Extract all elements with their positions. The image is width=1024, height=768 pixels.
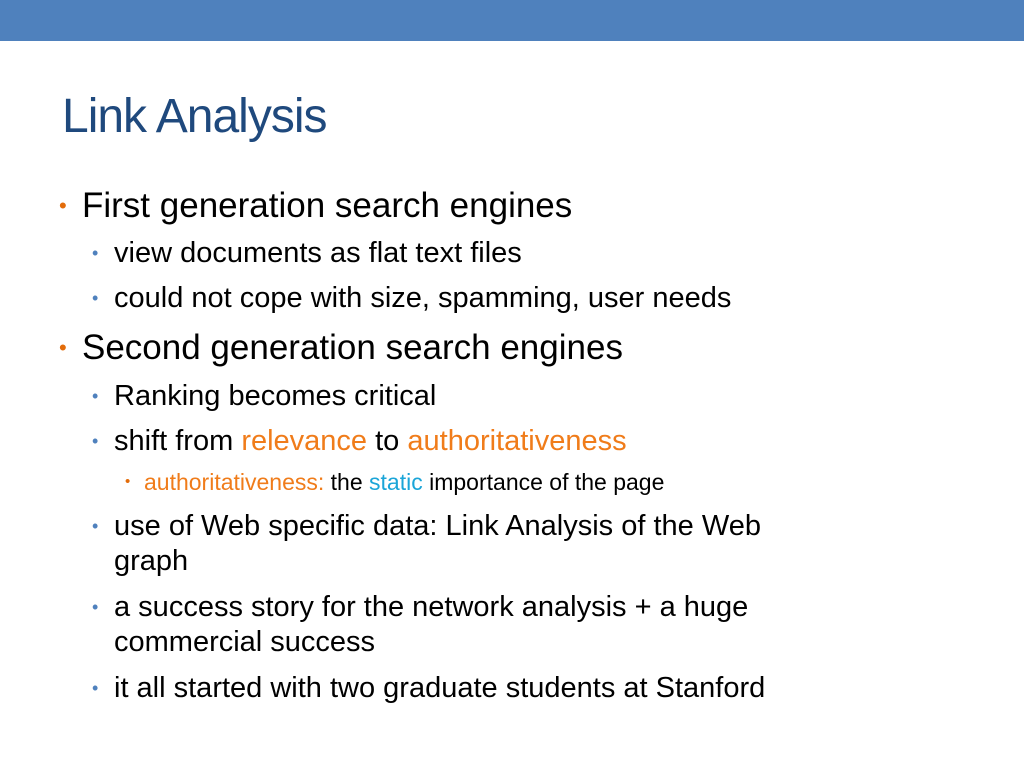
subbullet-stanford [92,671,766,705]
bullet-second-generation [59,326,623,370]
bullet-icon: • [92,597,99,617]
bullet-text: Ranking becomes critical [114,380,437,412]
the-text: the [324,469,370,495]
subbullet-success-story [92,590,749,624]
subbullet-ranking [92,379,437,413]
bullet-icon: • [92,288,99,308]
authoritativeness-label: authoritativeness: [144,469,325,495]
bullet-icon: • [59,193,67,218]
subbullet-flat-text [92,236,522,270]
subbullet-web-data [92,509,761,543]
subsubbullet-authoritativeness [125,468,665,496]
bullet-text-line2: graph [114,545,189,577]
bullet-icon: • [92,243,99,263]
subbullet-web-data-continued [114,544,188,578]
shift-text: shift from [114,425,242,457]
bullet-icon: • [92,678,99,698]
bullet-text: could not cope with size, spamming, user needs [114,282,732,314]
slide-title: Link Analysis [62,90,327,143]
bullet-text: Second generation search engines [82,328,623,367]
bullet-text: view documents as flat text files [114,237,522,269]
to-text: to [367,425,408,457]
importance-text: importance of the page [422,469,665,495]
bullet-text-line1: a success story for the network analysis + a huge [114,591,749,623]
bullet-icon: • [125,473,131,490]
bullet-first-generation [59,184,573,228]
bullet-text: it all started with two graduate students at Stanford [114,672,766,704]
subbullet-success-story-continued [114,625,375,659]
bullet-icon: • [92,431,99,451]
authoritativeness-term: authoritativeness [407,425,627,457]
bullet-text-line1: use of Web specific data: Link Analysis of the Web [114,510,761,542]
bullet-text-line2: commercial success [114,626,376,658]
static-term: static [369,469,423,495]
bullet-icon: • [92,386,99,406]
bullet-icon: • [92,516,99,536]
bullet-text: First generation search engines [82,186,573,225]
bullet-icon: • [59,335,67,360]
subbullet-shift [92,424,627,458]
subbullet-could-not-cope [92,281,732,315]
relevance-term: relevance [241,425,368,457]
